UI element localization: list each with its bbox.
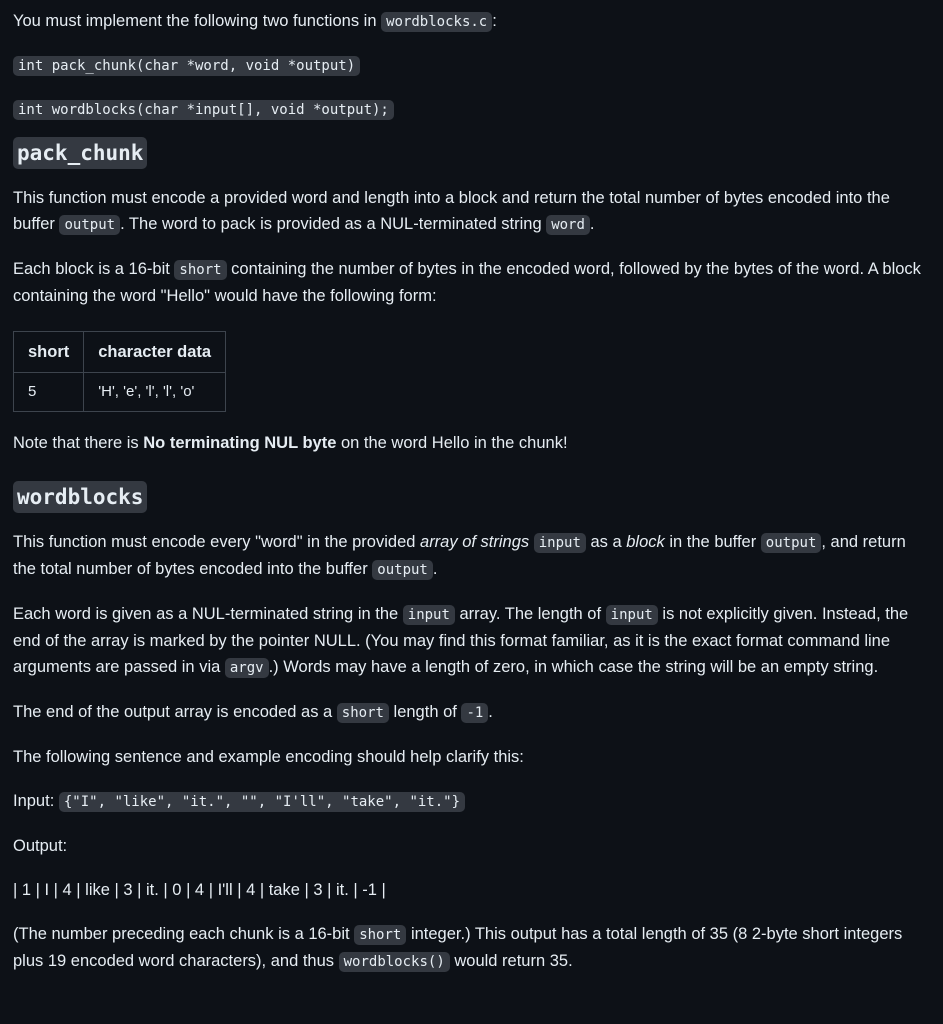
heading-pack-chunk: pack_chunk bbox=[13, 137, 147, 169]
wordblocks-paragraph-5: (The number preceding each chunk is a 16-bit short integer.) This output has a total length of 35 (8 2-byte short integers plus 19 encoded word characters), and thus wordblocks() would return 35. bbox=[13, 925, 903, 970]
pack-chunk-paragraph-2: Each block is a 16-bit short containing the number of bytes in the encoded word, followed by the bytes of the word. A block containing the word "Hello" would have the following form: bbox=[13, 260, 921, 305]
example-output-label: Output: bbox=[13, 837, 68, 855]
table-header: short bbox=[14, 332, 84, 373]
hello-block-table bbox=[13, 331, 226, 412]
wordblocks-paragraph-3: The end of the output array is encoded as a short length of -1 . bbox=[13, 703, 493, 721]
wordblocks-paragraph-1: This function must encode every "word" in the provided array of strings input as a block in the buffer output , and return the total number of bytes encoded into the buffer output . bbox=[13, 533, 906, 578]
signature-wordblocks: int wordblocks(char *input[], void *output); bbox=[13, 96, 925, 123]
example-input: Input: {"I", "like", "it.", "", "I'll", "take", "it."} bbox=[13, 788, 925, 815]
intro-paragraph: You must implement the following two functions in wordblocks.c : bbox=[13, 12, 497, 30]
wordblocks-paragraph-4: The following sentence and example encoding should help clarify this: bbox=[13, 748, 524, 766]
table-header: character data bbox=[84, 332, 226, 373]
pack-chunk-paragraph-1: This function must encode a provided word and length into a block and return the total number of bytes encoded into the buffer output . The word to pack is provided as a NUL-terminated string word . bbox=[13, 189, 890, 233]
table-cell: 'H', 'e', 'l', 'l', 'o' bbox=[84, 373, 226, 412]
note-paragraph: Note that there is No terminating NUL byte on the word Hello in the chunk! bbox=[13, 434, 568, 452]
signature-pack-chunk: int pack_chunk(char *word, void *output) bbox=[13, 52, 925, 79]
inline-code: wordblocks.c bbox=[381, 12, 492, 32]
example-output-value: | 1 | I | 4 | like | 3 | it. | 0 | 4 | I'll | 4 | take | 3 | it. | -1 | bbox=[13, 881, 386, 899]
table-cell: 5 bbox=[14, 373, 84, 412]
heading-wordblocks: wordblocks bbox=[13, 481, 147, 513]
wordblocks-paragraph-2: Each word is given as a NUL-terminated string in the input array. The length of input is not explicitly given. Instead, the end of the array is marked by the pointer NULL. (You may find this format familiar, as it is the exact format command line arguments are passed in via argv .) Words may have a length of zero, in which case the string will be an empty string. bbox=[13, 605, 909, 676]
